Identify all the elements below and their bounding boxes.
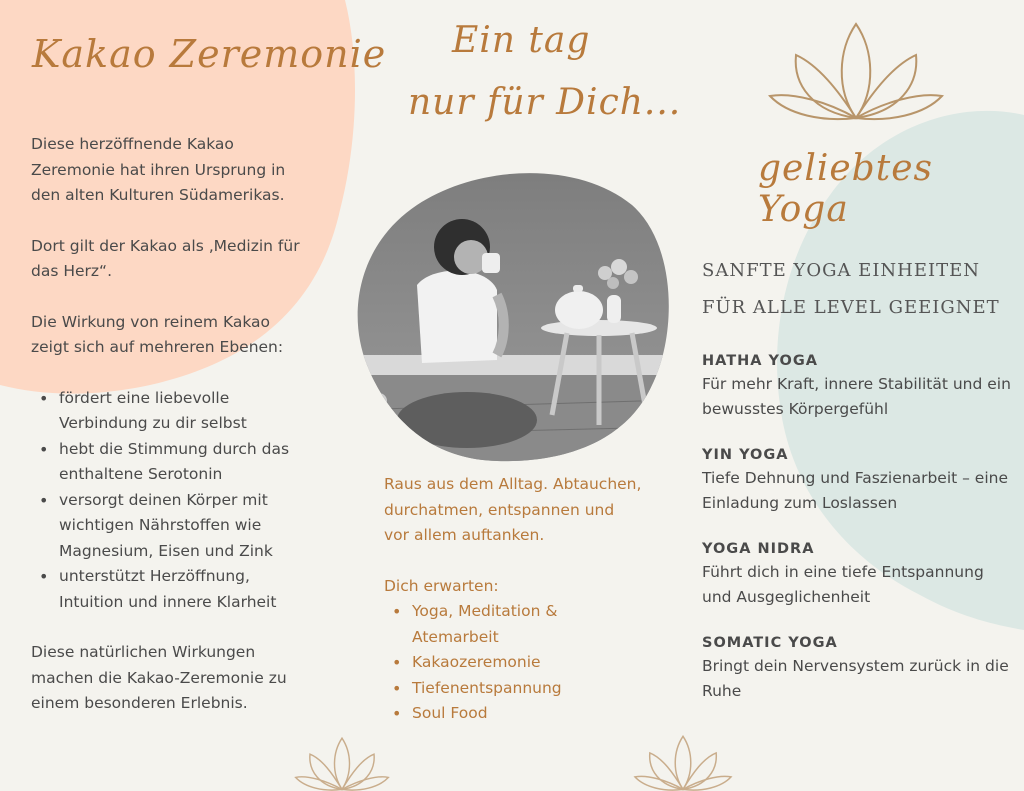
yoga-style-name: SOMATIC YOGA <box>702 635 838 651</box>
kakao-title: Kakao Zeremonie <box>32 32 387 76</box>
kakao-intro: Diese herzöffnende Kakao Zeremonie hat ihren Ursprung in den alten Kulturen Südamerikas. <box>31 135 286 204</box>
yoga-style <box>702 350 1012 422</box>
expect-list <box>384 599 644 727</box>
yoga-style-desc: Für mehr Kraft, innere Stabilität und ein bewusstes Körpergefühl <box>702 375 1011 418</box>
kakao-closing: Diese natürlichen Wirkungen machen die Kakao-Zeremonie zu einem besonderen Erlebnis. <box>31 643 287 712</box>
lotus-icon <box>768 20 944 124</box>
yoga-title: geliebtes Yoga <box>758 148 933 230</box>
list-item: • versorgt deinen Körper mit wichtigen Nährstoffen wie Magnesium, Eisen und Zink <box>59 488 311 565</box>
yoga-style-name: YIN YOGA <box>702 447 789 463</box>
list-item: • Yoga, Meditation & Atemarbeit <box>412 599 644 650</box>
kakao-medicine: Dort gilt der Kakao als ‚Medizin für das Herz“. <box>31 236 300 280</box>
list-item: • fördert eine liebevolle Verbindung zu dir selbst <box>59 386 311 437</box>
yoga-style-desc: Tiefe Dehnung und Faszienarbeit – eine Einladung zum Loslassen <box>702 469 1009 512</box>
yoga-section <box>702 252 1012 726</box>
yoga-style <box>702 632 1012 704</box>
yoga-heading-line1: SANFTE YOGA EINHEITEN <box>702 260 981 281</box>
yoga-style-name: HATHA YOGA <box>702 353 818 369</box>
yoga-style <box>702 538 1012 610</box>
list-item: • Kakaozeremonie <box>412 650 644 676</box>
list-item: • Tiefenentspannung <box>412 676 644 702</box>
kakao-benefits-list <box>31 386 311 616</box>
lotus-icon <box>282 735 402 791</box>
yoga-heading <box>702 252 1012 326</box>
list-item: • hebt die Stimmung durch das enthaltene Serotonin <box>59 437 311 488</box>
lotus-icon <box>622 733 744 791</box>
yoga-style-desc: Bringt dein Nervensystem zurück in die Ruhe <box>702 657 1009 700</box>
yoga-style-name: YOGA NIDRA <box>702 541 815 557</box>
yoga-photo <box>347 165 673 463</box>
yoga-style-desc: Führt dich in eine tiefe Entspannung und Ausgeglichenheit <box>702 563 984 606</box>
day-title-line1: Ein tag <box>452 20 591 61</box>
expect-label: Dich erwarten: <box>384 576 499 595</box>
kakao-section <box>31 132 311 742</box>
yoga-heading-line2: FÜR ALLE LEVEL GEEIGNET <box>702 297 1000 318</box>
day-section <box>384 472 644 727</box>
day-intro: Raus aus dem Alltag. Abtauchen, durchatmen, entspannen und vor allem auftanken. <box>384 475 642 544</box>
yoga-style <box>702 444 1012 516</box>
day-title-line2: nur für Dich... <box>408 82 682 123</box>
list-item: • unterstützt Herzöffnung, Intuition und innere Klarheit <box>59 564 311 615</box>
list-item: • Soul Food <box>412 701 644 727</box>
kakao-effects-intro: Die Wirkung von reinem Kakao zeigt sich auf mehreren Ebenen: <box>31 312 284 356</box>
